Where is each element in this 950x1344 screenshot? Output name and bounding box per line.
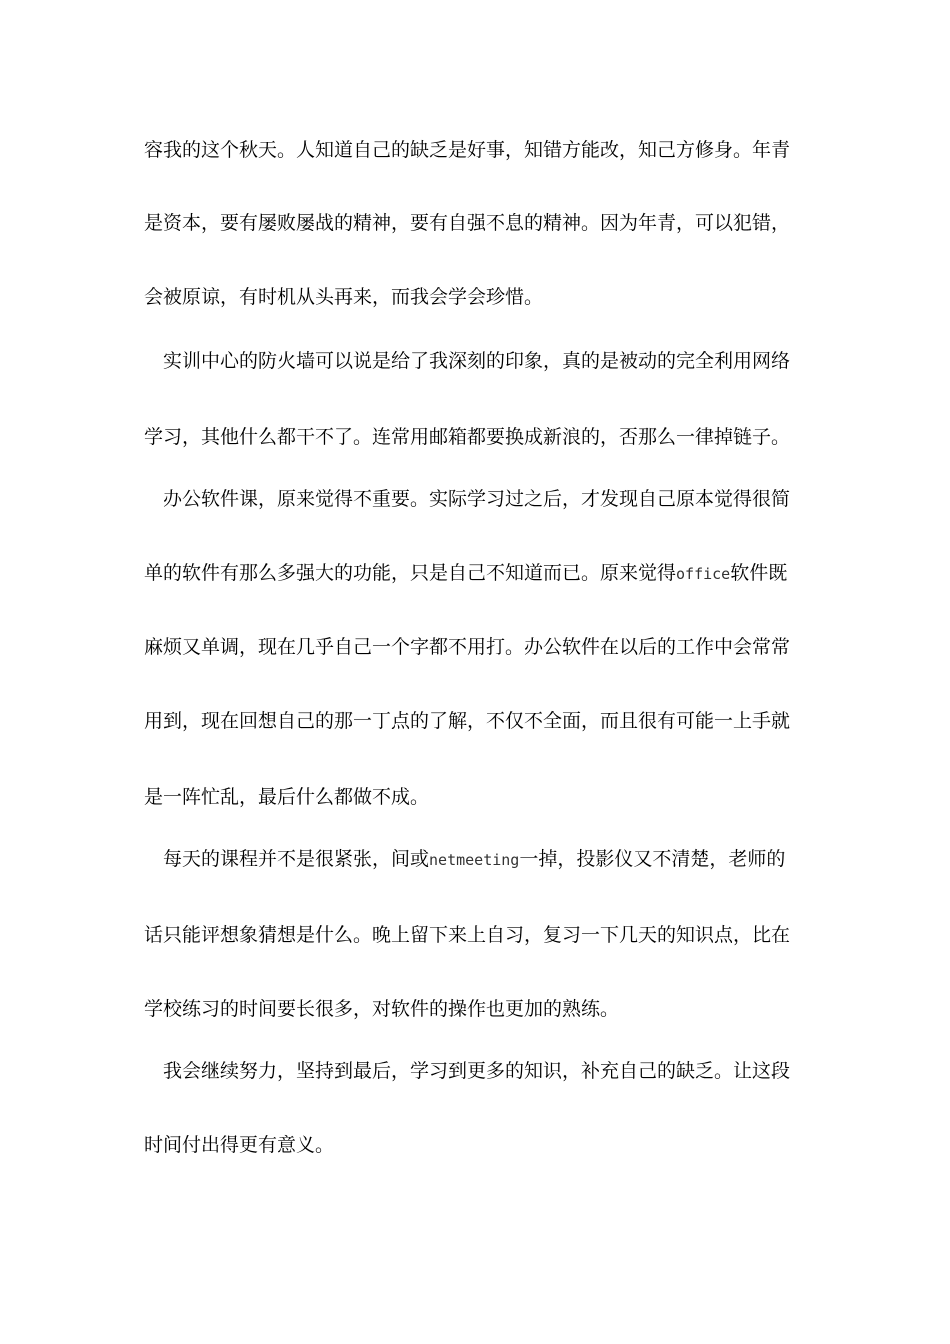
text-segment: 话只能评想象猜想是什么。晚上留下来上自习，复习一下几天的知识点，比在 [144,924,791,946]
text-line [144,1132,824,1158]
text-segment: 麻烦又单调，现在几乎自己一个字都不用打。办公软件在以后的工作中会常常 [144,636,791,658]
text-segment: 办公软件课，原来觉得不重要。实际学习过之后，才发现自己原本觉得很简 [144,488,791,510]
text-line [144,560,824,587]
text-segment: 单的软件有那么多强大的功能，只是自己不知道而已。原来觉得 [144,562,677,584]
text-line [144,284,824,310]
text-segment: 用到，现在回想自己的那一丁点的了解，不仅不全面，而且很有可能一上手就 [144,710,791,732]
text-segment: 是一阵忙乱，最后什么都做不成。 [144,786,430,808]
text-line [144,348,824,374]
text-line [144,784,824,810]
text-segment: 学校练习的时间要长很多，对软件的操作也更加的熟练。 [144,998,620,1020]
text-segment: 是资本，要有屡败屡战的精神，要有自强不息的精神。因为年青，可以犯错， [144,212,791,234]
text-segment: 一掉，投影仪又不清楚，老师的 [519,848,786,870]
text-line [144,708,824,734]
text-segment: 软件既 [730,562,788,584]
text-segment: 容我的这个秋天。人知道自己的缺乏是好事，知错方能改，知己方修身。年青 [144,139,791,161]
text-segment: 会被原谅，有时机从头再来，而我会学会珍惜。 [144,286,544,308]
text-line [144,1058,824,1084]
inline-latin-term: netmeeting [429,851,520,869]
text-segment: 时间付出得更有意义。 [144,1134,335,1156]
text-line [144,922,824,948]
text-line [144,424,824,450]
text-line [144,634,824,660]
text-segment: 实训中心的防火墙可以说是给了我深刻的印象，真的是被动的完全利用网络 [144,350,791,372]
text-line [144,137,824,163]
text-segment: 每天的课程并不是很紧张，间或 [144,848,430,870]
text-segment: 学习，其他什么都干不了。连常用邮箱都要换成新浪的，否那么一律掉链子。 [144,426,791,448]
text-line [144,996,824,1022]
text-segment: 我会继续努力，坚持到最后，学习到更多的知识，补充自己的缺乏。让这段 [144,1060,791,1082]
inline-latin-term: office [676,565,731,583]
text-line [144,210,824,236]
text-line [144,486,824,512]
text-line [144,846,824,873]
